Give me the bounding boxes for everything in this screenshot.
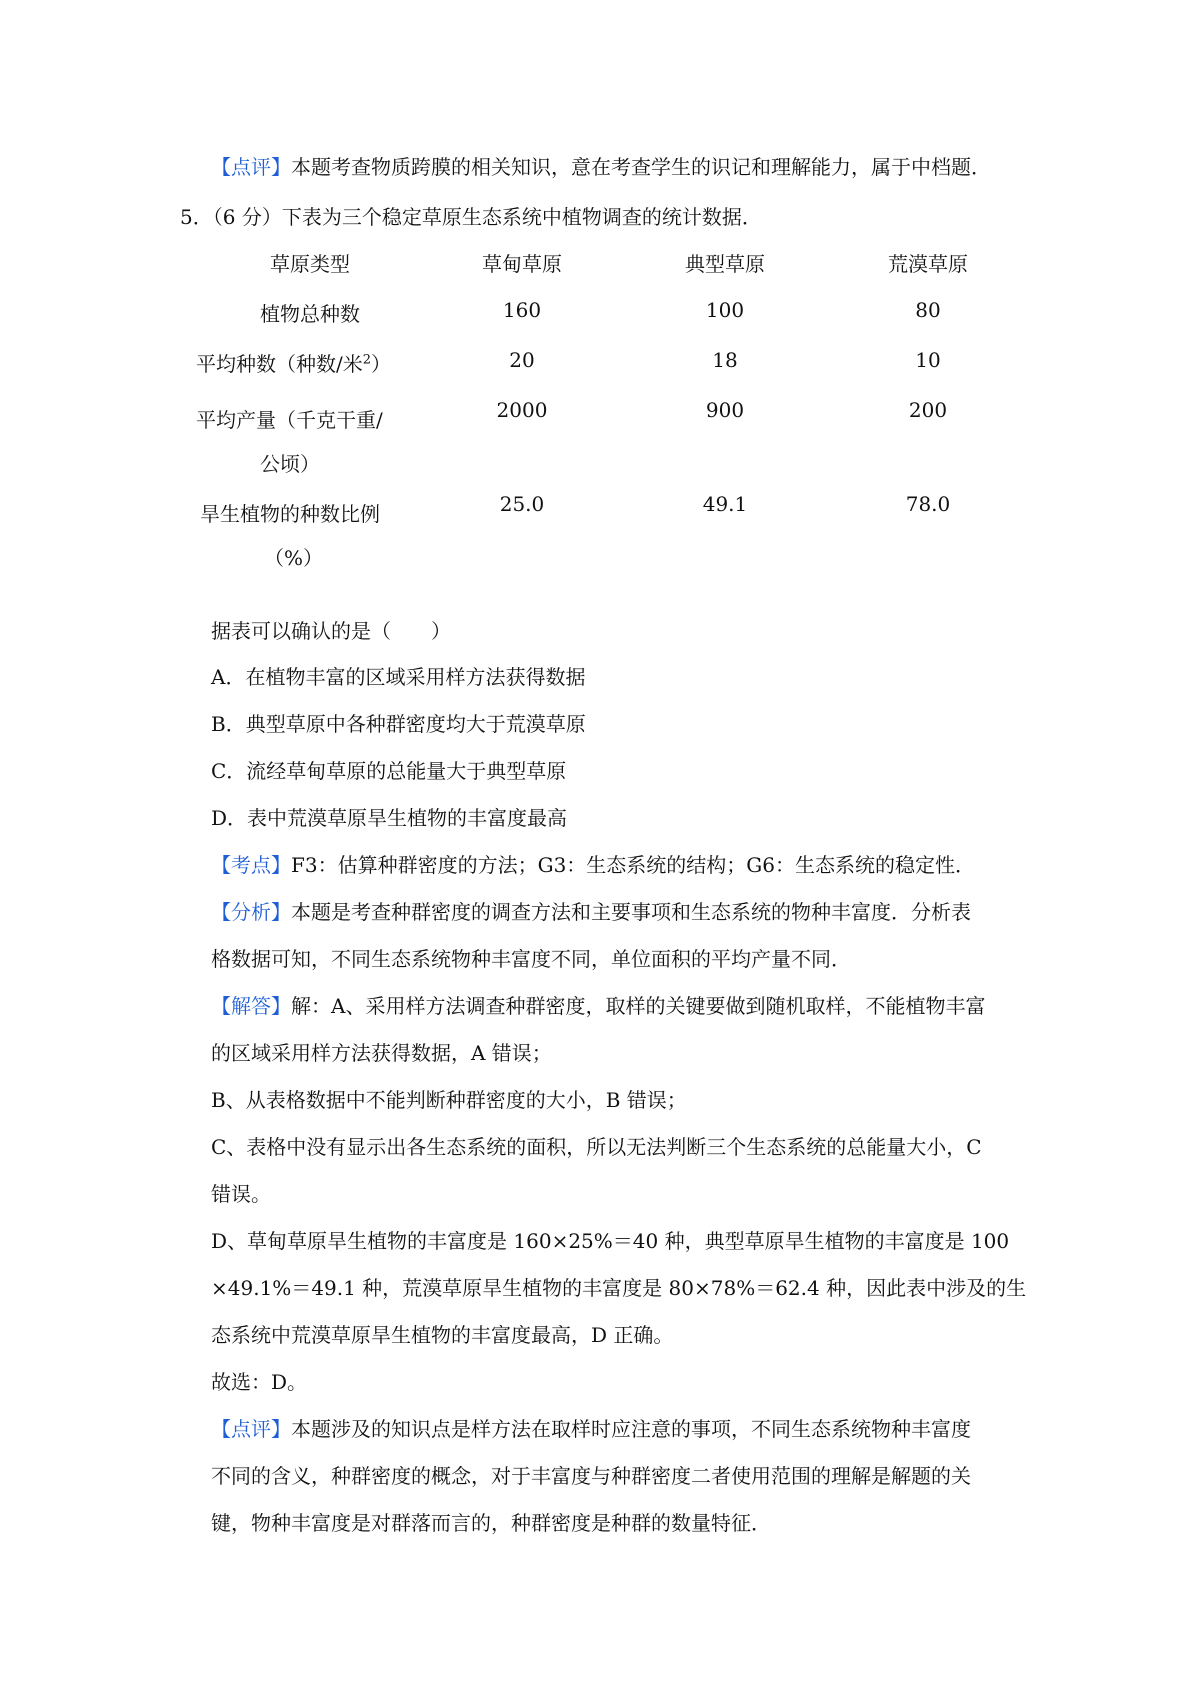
jieda-line: 态系统中荒漠草原旱生植物的丰富度最高，D 正确。 bbox=[211, 1323, 674, 1347]
option-c: C．流经草甸草原的总能量大于典型草原 bbox=[211, 759, 567, 783]
table-cell: 160 bbox=[502, 298, 542, 322]
fenxi-line: 本题是考查种群密度的调查方法和主要事项和生态系统的物种丰富度．分析表 bbox=[291, 900, 971, 924]
table-cell: 80 bbox=[915, 298, 941, 322]
row-label-text: 平均种数（种数/米 bbox=[196, 352, 363, 376]
question-prompt: 据表可以确认的是（ ） bbox=[211, 619, 451, 643]
fenxi-line: 格数据可知，不同生态系统物种丰富度不同，单位面积的平均产量不同． bbox=[211, 947, 851, 971]
jieda-line: 故选：D。 bbox=[211, 1370, 308, 1394]
jieda-line: ×49.1%＝49.1 种，荒漠草原旱生植物的丰富度是 80×78%＝62.4 种，因此表中涉及的生 bbox=[211, 1276, 1027, 1300]
row-label-end: ） bbox=[371, 352, 392, 376]
kaodian-text: F3：估算种群密度的方法；G3：生态系统的结构；G6：生态系统的稳定性． bbox=[291, 853, 976, 877]
row-label-text: 旱生植物的种数比例 bbox=[200, 502, 380, 526]
jieda-line: D、草甸草原旱生植物的丰富度是 160×25%＝40 种，典型草原旱生植物的丰富度是 100 bbox=[211, 1229, 1010, 1253]
review-tag: 【点评】 bbox=[211, 155, 291, 179]
table-header-cell: 荒漠草原 bbox=[888, 252, 968, 276]
jieda-paragraph bbox=[211, 989, 1031, 1023]
jieda-line: 解：A、采用样方法调查种群密度，取样的关键要做到随机取样，不能植物丰富 bbox=[291, 994, 986, 1018]
review-tag: 【点评】 bbox=[211, 1417, 291, 1441]
row-label bbox=[196, 398, 424, 492]
table-cell: 2000 bbox=[496, 398, 548, 422]
table-cell: 200 bbox=[908, 398, 948, 422]
jieda-line: B、从表格数据中不能判断种群密度的大小，B 错误； bbox=[211, 1088, 687, 1112]
review-paragraph bbox=[211, 150, 1031, 184]
question-stem-text: （6 分）下表为三个稳定草原生态系统中植物调查的统计数据． bbox=[212, 205, 762, 229]
table-cell: 20 bbox=[509, 348, 535, 372]
option-a: A．在植物丰富的区域采用样方法获得数据 bbox=[211, 665, 586, 689]
review-paragraph bbox=[211, 1412, 1031, 1446]
table-row bbox=[196, 348, 1026, 398]
table-header-cell: 典型草原 bbox=[685, 252, 765, 276]
table-header-cell: 草原类型 bbox=[270, 252, 350, 276]
table-cell: 100 bbox=[705, 298, 745, 322]
review-line: 本题涉及的知识点是样方法在取样时应注意的事项，不同生态系统物种丰富度 bbox=[291, 1417, 971, 1441]
table-cell: 18 bbox=[712, 348, 738, 372]
row-label-text: （%） bbox=[264, 546, 324, 570]
option-b: B．典型草原中各种群密度均大于荒漠草原 bbox=[211, 712, 586, 736]
table-header-cell: 草甸草原 bbox=[482, 252, 562, 276]
fenxi-tag: 【分析】 bbox=[211, 900, 291, 924]
jieda-line: C、表格中没有显示出各生态系统的面积，所以无法判断三个生态系统的总能量大小，C bbox=[211, 1135, 982, 1159]
row-label bbox=[196, 348, 424, 398]
option-d: D．表中荒漠草原旱生植物的丰富度最高 bbox=[211, 806, 568, 830]
table-cell: 900 bbox=[705, 398, 745, 422]
row-label bbox=[196, 492, 424, 586]
row-label-text: 公顷） bbox=[260, 452, 320, 476]
row-label: 植物总种数 bbox=[260, 302, 360, 326]
row-label-text: 平均产量（千克干重/ bbox=[196, 408, 383, 432]
kaodian-paragraph bbox=[211, 848, 1031, 882]
review-text: 本题考查物质跨膜的相关知识，意在考查学生的识记和理解能力，属于中档题． bbox=[291, 155, 991, 179]
jieda-line: 错误。 bbox=[211, 1182, 271, 1206]
table-row bbox=[196, 298, 1026, 348]
table-cell: 25.0 bbox=[499, 492, 545, 516]
question-number: 5． bbox=[180, 205, 213, 229]
review-line: 键，物种丰富度是对群落而言的，种群密度是种群的数量特征． bbox=[211, 1511, 771, 1535]
table-cell: 49.1 bbox=[702, 492, 748, 516]
question-stem bbox=[180, 200, 1000, 234]
table-header-row bbox=[196, 248, 1026, 298]
table-row bbox=[196, 492, 1026, 586]
table-cell: 78.0 bbox=[905, 492, 951, 516]
review-line: 不同的含义，种群密度的概念，对于丰富度与种群密度二者使用范围的理解是解题的关 bbox=[211, 1464, 971, 1488]
kaodian-tag: 【考点】 bbox=[211, 853, 291, 877]
jieda-line: 的区域采用样方法获得数据，A 错误； bbox=[211, 1041, 552, 1065]
grassland-table bbox=[196, 248, 1026, 586]
superscript: 2 bbox=[362, 352, 372, 368]
jieda-tag: 【解答】 bbox=[211, 994, 291, 1018]
fenxi-paragraph bbox=[211, 895, 1031, 929]
table-cell: 10 bbox=[915, 348, 941, 372]
table-row bbox=[196, 398, 1026, 492]
